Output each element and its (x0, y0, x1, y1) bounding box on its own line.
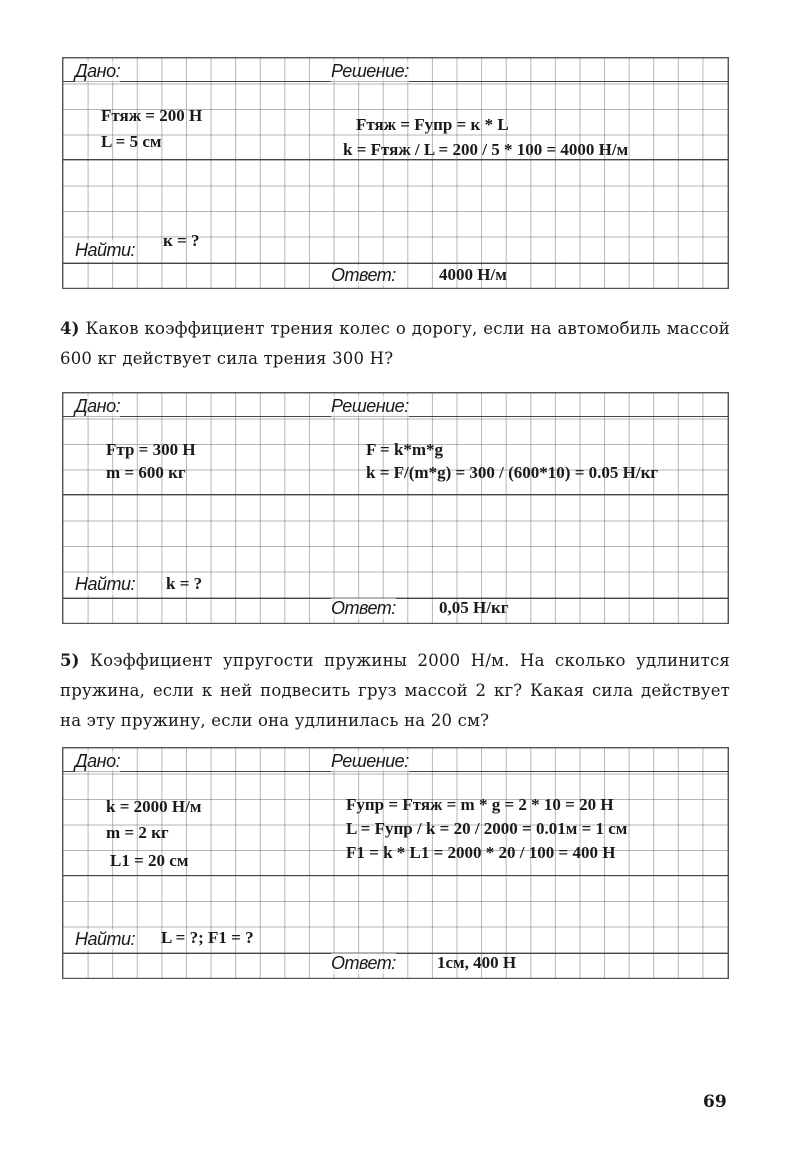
find-label: Найти: (75, 929, 136, 949)
given-label: Дано: (75, 61, 121, 81)
solution-line: Fупр = Fтяж = m * g = 2 * 10 = 20 Н (346, 795, 614, 814)
given-line: k = 2000 Н/м (106, 797, 202, 816)
answer-label: Ответ: (331, 953, 396, 973)
solution-line: F = k*m*g (366, 440, 444, 459)
solution-line: Fтяж = Fупр = к * L (356, 115, 509, 134)
find-label: Найти: (75, 240, 136, 260)
given-label: Дано: (75, 396, 121, 416)
solution-box-task5 (62, 747, 729, 979)
find-value: L = ?; F1 = ? (161, 928, 254, 947)
question-text: Коэффициент упругости пружины 2000 Н/м. На сколько удлинится пружина, если к ней подвесить груз массой 2 кг? Какая сила действует на эту пружину, если она удлинилась на 20 см? (60, 651, 730, 730)
given-label: Дано: (75, 751, 121, 771)
answer-label: Ответ: (331, 265, 396, 285)
given-line: L = 5 см (101, 132, 162, 151)
given-line: m = 2 кг (106, 823, 169, 842)
question-text: Каков коэффициент трения колес о дорогу, если на автомобиль массой 600 кг действует сила трения 300 Н? (60, 319, 730, 368)
answer-value: 1см, 400 Н (437, 953, 517, 972)
given-line: Fтр = 300 Н (106, 440, 196, 459)
task4-question (60, 314, 730, 374)
answer-value: 0,05 Н/кг (439, 598, 509, 617)
task-number: 5) (60, 651, 80, 670)
solution-line: F1 = k * L1 = 2000 * 20 / 100 = 400 Н (346, 843, 616, 862)
solution-line: k = F/(m*g) = 300 / (600*10) = 0.05 Н/кг (366, 463, 659, 482)
answer-value: 4000 Н/м (439, 265, 507, 284)
solution-label: Решение: (331, 396, 409, 416)
given-line: Fтяж = 200 Н (101, 106, 203, 125)
task5-question (60, 646, 730, 736)
find-value: k = ? (166, 574, 203, 593)
solution-box-task4 (62, 392, 729, 624)
answer-label: Ответ: (331, 598, 396, 618)
find-label: Найти: (75, 574, 136, 594)
solution-label: Решение: (331, 61, 409, 81)
solution-box-task3 (62, 57, 729, 289)
solution-line: L = Fупр / k = 20 / 2000 = 0.01м = 1 см (346, 819, 628, 838)
given-line: m = 600 кг (106, 463, 186, 482)
given-line: L1 = 20 см (110, 851, 189, 870)
task-number: 4) (60, 319, 80, 338)
solution-line: k = Fтяж / L = 200 / 5 * 100 = 4000 Н/м (343, 140, 629, 159)
find-value: к = ? (163, 231, 200, 250)
solution-label: Решение: (331, 751, 409, 771)
page-number: 69 (703, 1092, 727, 1112)
